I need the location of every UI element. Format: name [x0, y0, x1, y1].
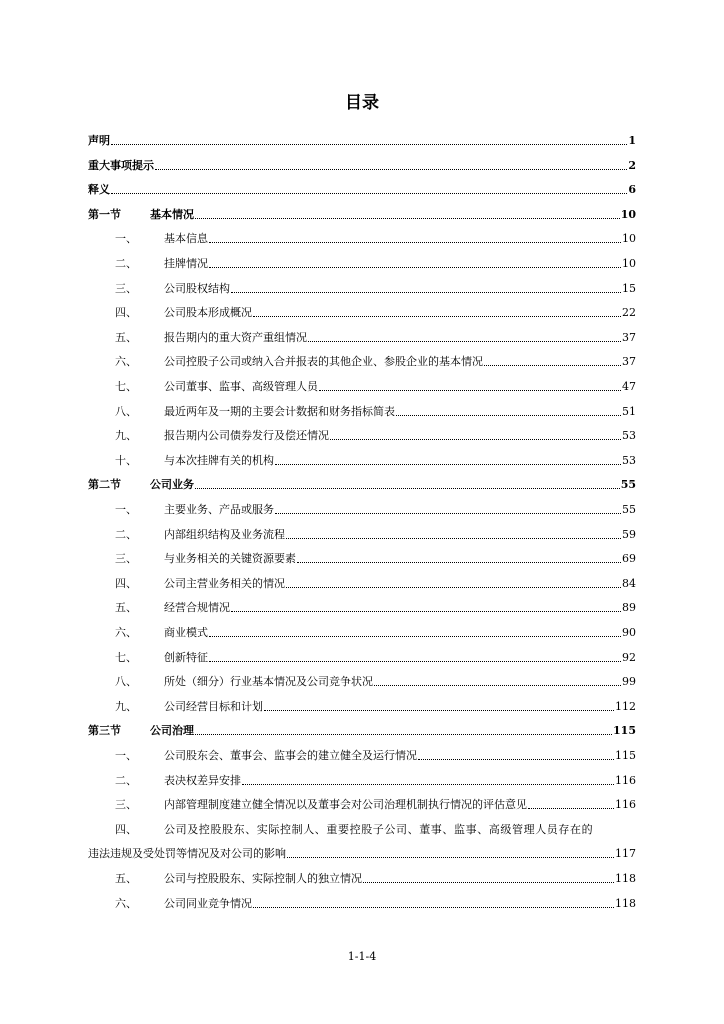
toc-entry-page: 59	[622, 527, 636, 541]
toc-entry[interactable]	[88, 567, 636, 591]
toc-entry-number: 四、	[115, 306, 137, 320]
toc-entry-label: 报告期内的重大资产重组情况	[164, 330, 307, 344]
toc-entry-number: 一、	[115, 503, 137, 516]
toc-dot-leader	[286, 587, 621, 588]
toc-entry-label: 公司主营业务相关的情况	[164, 576, 285, 590]
toc-entry-label: 公司同业竞争情况	[164, 896, 252, 910]
toc-entry[interactable]	[88, 419, 636, 443]
toc-entry-number: 二、	[115, 257, 137, 270]
toc-entry[interactable]	[88, 345, 636, 369]
toc-dot-leader	[209, 242, 621, 243]
toc-entry[interactable]	[88, 665, 636, 689]
toc-entry[interactable]	[88, 272, 636, 296]
toc-dot-leader	[111, 193, 627, 194]
toc-entry-page: 47	[622, 380, 636, 393]
toc-entry[interactable]	[88, 493, 636, 517]
toc-entry-label: 重大事项提示	[88, 158, 154, 172]
toc-dot-leader	[209, 661, 621, 662]
toc-entry-page: 116	[615, 773, 636, 787]
toc-entry-page: 15	[622, 281, 636, 295]
toc-entry[interactable]	[88, 518, 636, 542]
toc-entry-page: 6	[628, 183, 636, 197]
toc-dot-leader	[209, 636, 621, 637]
toc-entry[interactable]	[88, 837, 636, 861]
toc-entry-number: 五、	[115, 330, 137, 344]
toc-dot-leader	[253, 316, 621, 317]
toc-section-entry[interactable]	[88, 124, 636, 148]
toc-entry-label: 公司董事、监事、高级管理人员	[164, 380, 318, 393]
toc-entry-label: 报告期内公司债券发行及偿还情况	[164, 429, 329, 443]
toc-entry-number: 二、	[115, 773, 137, 787]
toc-entry-page: 115	[613, 724, 636, 738]
toc-entry-label: 公司股权结构	[164, 281, 230, 295]
toc-entry-label: 挂牌情况	[164, 257, 208, 270]
toc-entry[interactable]	[88, 739, 636, 763]
toc-entry-number: 八、	[115, 675, 137, 689]
toc-entry-page: 55	[620, 478, 636, 492]
toc-entry-page: 37	[622, 330, 636, 344]
toc-entry-label: 最近两年及一期的主要会计数据和财务指标简表	[164, 404, 395, 418]
toc-entry-label: 经营合规情况	[164, 601, 230, 615]
toc-entry[interactable]	[88, 788, 636, 812]
toc-entry-number: 九、	[115, 699, 137, 713]
toc-entry[interactable]	[88, 641, 636, 665]
toc-entry-label: 声明	[88, 134, 110, 147]
toc-entry-page: 51	[622, 404, 636, 418]
toc-entry-label: 与本次挂牌有关的机构	[164, 453, 274, 467]
toc-dot-leader	[374, 685, 621, 686]
toc-dot-leader	[209, 267, 621, 268]
toc-entry[interactable]	[88, 222, 636, 246]
toc-entry-number: 三、	[115, 552, 137, 566]
toc-entry-number: 五、	[115, 601, 137, 615]
toc-dot-leader	[195, 734, 612, 735]
toc-entry-label: 表决权差异安排	[164, 773, 241, 787]
toc-entry-number: 四、	[115, 822, 137, 836]
toc-entry[interactable]	[88, 296, 636, 320]
toc-entry-page: 92	[622, 650, 636, 664]
toc-dot-leader	[195, 488, 620, 489]
toc-dot-leader	[231, 611, 621, 612]
toc-entry-page: 118	[615, 896, 636, 910]
toc-entry-number: 十、	[115, 453, 137, 467]
toc-entry-number: 六、	[115, 896, 137, 910]
toc-entry[interactable]	[88, 247, 636, 271]
toc-entry-label: 内部管理制度建立健全情况以及董事会对公司治理机制执行情况的评估意见	[164, 798, 527, 812]
toc-dot-leader	[275, 464, 621, 465]
toc-entry-number: 第二节	[88, 478, 121, 492]
toc-entry[interactable]	[88, 887, 636, 911]
toc-entry-label: 公司股东会、董事会、监事会的建立健全及运行情况	[164, 749, 417, 762]
toc-entry[interactable]	[88, 813, 636, 837]
toc-entry-page: 2	[628, 158, 636, 172]
toc-entry-label: 违法违规及受处罚等情况及对公司的影响	[88, 847, 286, 861]
toc-entry-page: 53	[622, 429, 636, 443]
toc-dot-leader	[418, 759, 614, 760]
toc-dot-leader	[484, 365, 621, 366]
toc-entry-page: 37	[622, 355, 636, 369]
toc-entry-label: 公司经营目标和计划	[164, 699, 263, 713]
toc-entry-label: 公司股本形成概况	[164, 306, 252, 320]
toc-entry-page: 10	[622, 232, 636, 246]
toc-dot-leader	[297, 562, 621, 563]
toc-section-entry[interactable]	[88, 149, 636, 173]
toc-entry-number: 六、	[115, 626, 137, 639]
toc-dot-leader	[330, 439, 621, 440]
toc-dot-leader	[253, 907, 614, 908]
toc-entry[interactable]	[88, 395, 636, 419]
toc-entry[interactable]	[88, 542, 636, 566]
toc-section-entry[interactable]	[88, 173, 636, 197]
toc-entry-page: 99	[622, 675, 636, 689]
page-title: 目录	[345, 93, 379, 113]
toc-entry-number: 一、	[115, 749, 137, 762]
toc-entry-number: 第一节	[88, 207, 121, 221]
toc-entry[interactable]	[88, 370, 636, 394]
toc-entry-page: 10	[622, 257, 636, 270]
toc-dot-leader	[242, 784, 614, 785]
toc-entry-label: 主要业务、产品或服务	[164, 503, 274, 516]
toc-entry-label: 商业模式	[164, 626, 208, 639]
toc-dot-leader	[195, 218, 620, 219]
toc-entry-page: 118	[615, 872, 636, 885]
toc-entry[interactable]	[88, 321, 636, 345]
toc-entry-label: 释义	[88, 183, 110, 197]
toc-entry-page: 117	[615, 847, 636, 861]
toc-entry[interactable]	[88, 444, 636, 468]
toc-entry-page: 10	[620, 207, 636, 221]
toc-entry[interactable]	[88, 690, 636, 714]
toc-entry-label: 内部组织结构及业务流程	[164, 527, 285, 541]
toc-entry-number: 四、	[115, 576, 137, 590]
toc-dot-leader	[528, 808, 614, 809]
toc-entry-page: 116	[615, 798, 636, 812]
toc-entry-number: 八、	[115, 404, 137, 418]
toc-dot-leader	[275, 513, 621, 514]
toc-entry-label: 公司与控股股东、实际控制人的独立情况	[164, 872, 362, 885]
toc-entry[interactable]	[88, 616, 636, 640]
toc-entry-number: 六、	[115, 355, 137, 369]
toc-entry-number: 七、	[115, 380, 137, 393]
toc-entry-page: 69	[622, 552, 636, 566]
toc-entry-number: 第三节	[88, 724, 121, 738]
toc-entry-label: 公司治理	[150, 724, 194, 738]
toc-entry-label: 公司控股子公司或纳入合并报表的其他企业、参股企业的基本情况	[164, 355, 483, 369]
toc-entry-label: 与业务相关的关键资源要素	[164, 552, 296, 566]
toc-entry-page: 55	[622, 503, 636, 516]
toc-entry-page: 84	[622, 576, 636, 590]
toc-entry-page: 89	[622, 601, 636, 615]
toc-section-entry[interactable]	[88, 714, 636, 738]
toc-entry-number: 一、	[115, 232, 137, 246]
toc-entry-number: 五、	[115, 872, 137, 885]
toc-dot-leader	[308, 341, 621, 342]
toc-entry-page: 112	[615, 699, 636, 713]
toc-entry[interactable]	[88, 591, 636, 615]
toc-entry-number: 七、	[115, 650, 137, 664]
toc-dot-leader	[319, 390, 621, 391]
toc-dot-leader	[231, 292, 621, 293]
toc-dot-leader	[363, 882, 614, 883]
toc-entry-page: 115	[615, 749, 636, 762]
toc-entry-label: 所处（细分）行业基本情况及公司竞争状况	[164, 675, 373, 689]
toc-entry-label: 公司及控股股东、实际控制人、重要控股子公司、董事、监事、高级管理人员存在的	[164, 822, 594, 836]
toc-entry-label: 创新特征	[164, 650, 208, 664]
toc-entry-label: 基本信息	[164, 232, 208, 246]
toc-dot-leader	[287, 857, 614, 858]
toc-dot-leader	[286, 538, 621, 539]
toc-section-entry[interactable]	[88, 468, 636, 492]
toc-entry-page: 53	[622, 453, 636, 467]
toc-entry-number: 三、	[115, 281, 137, 295]
toc-dot-leader	[396, 415, 621, 416]
toc-dot-leader	[264, 710, 614, 711]
toc-entry-page: 90	[622, 626, 636, 639]
toc-section-entry[interactable]	[88, 198, 636, 222]
toc-entry-page: 22	[622, 306, 636, 320]
page-number-footer: 1-1-4	[347, 950, 377, 963]
toc-entry[interactable]	[88, 764, 636, 788]
toc-entry[interactable]	[88, 862, 636, 886]
toc-dot-leader	[111, 144, 627, 145]
toc-entry-page: 1	[628, 134, 636, 147]
toc-entry-number: 三、	[115, 798, 137, 812]
toc-entry-number: 二、	[115, 527, 137, 541]
toc-entry-label: 公司业务	[150, 478, 194, 492]
toc-entry-label: 基本情况	[150, 207, 194, 221]
toc-dot-leader	[155, 169, 627, 170]
toc-entry-number: 九、	[115, 429, 137, 443]
